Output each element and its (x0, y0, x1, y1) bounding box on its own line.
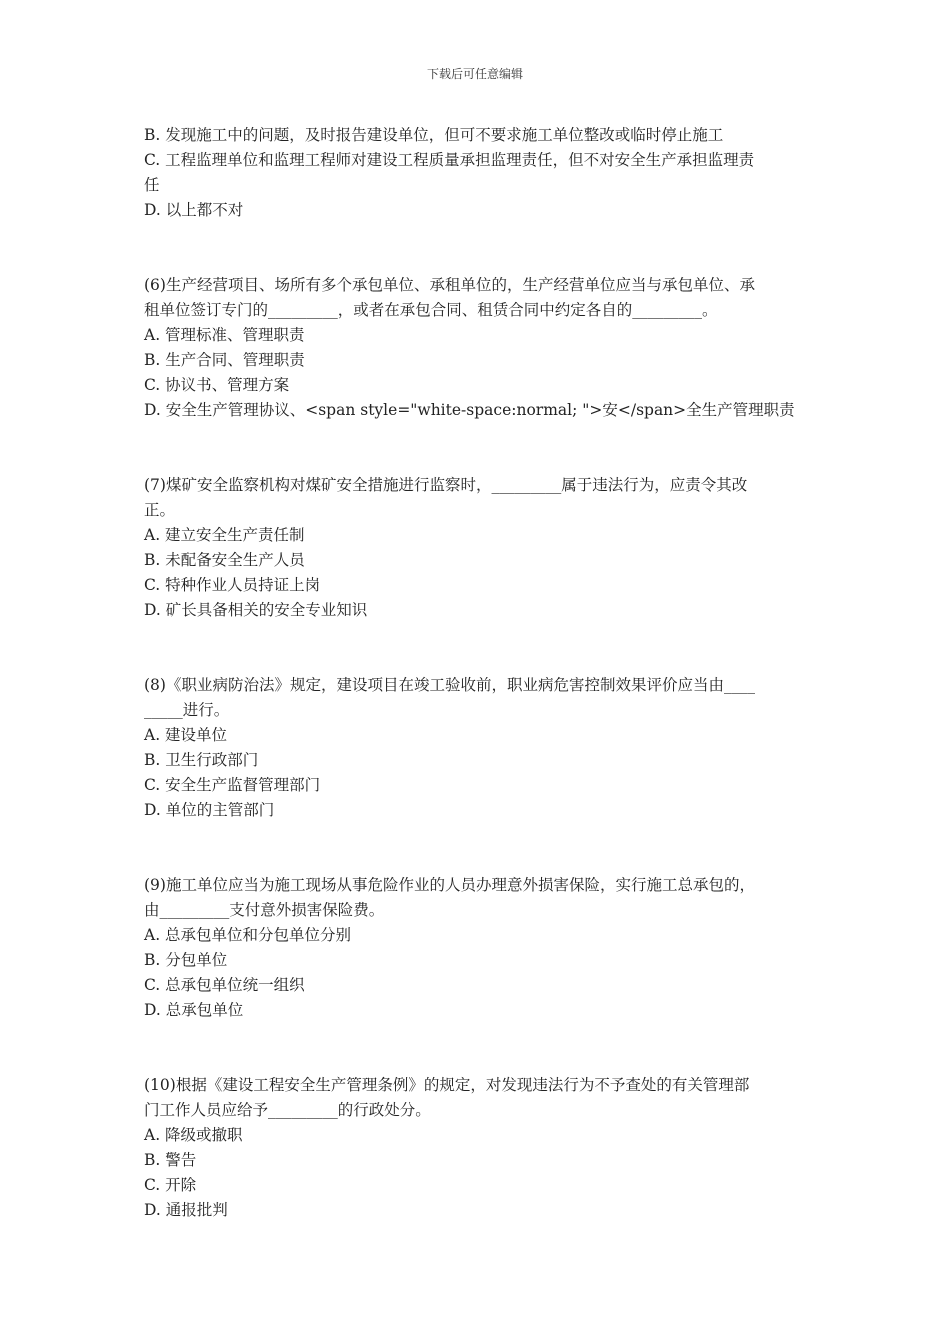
question-text: (9)施工单位应当为施工现场从事危险作业的人员办理意外损害保险，实行施工总承包的， (144, 876, 755, 894)
question-text: 租单位签订专门的_________，或者在承包合同、租赁合同中约定各自的_________。 (144, 301, 718, 319)
spacer (144, 623, 812, 673)
question-9 (144, 873, 812, 1023)
question-text: (6)生产经营项目、场所有多个承包单位、承租单位的，生产经营单位应当与承包单位、承 (144, 276, 755, 294)
option-line: B. 未配备安全生产人员 (144, 551, 305, 569)
question-text: (8)《职业病防治法》规定，建设项目在竣工验收前，职业病危害控制效果评价应当由____ (144, 676, 755, 694)
question-10 (144, 1073, 812, 1223)
option-line: A. 降级或撤职 (144, 1126, 243, 1144)
option-line: A. 管理标准、管理职责 (144, 326, 305, 344)
option-line: B. 生产合同、管理职责 (144, 351, 305, 369)
question-text: (10)根据《建设工程安全生产管理条例》的规定，对发现违法行为不予查处的有关管理部 (144, 1076, 750, 1094)
spacer (144, 1023, 812, 1073)
question-6 (144, 273, 812, 423)
question-7 (144, 473, 812, 623)
option-line: D. 总承包单位 (144, 1001, 244, 1019)
option-line: 任 (144, 176, 160, 194)
option-line: A. 总承包单位和分包单位分别 (144, 926, 352, 944)
option-line: B. 警告 (144, 1151, 197, 1169)
option-line: C. 开除 (144, 1176, 197, 1194)
option-line: D. 以上都不对 (144, 201, 244, 219)
question-text: 由_________支付意外损害保险费。 (144, 901, 385, 919)
option-line: A. 建设单位 (144, 726, 228, 744)
option-line: C. 工程监理单位和监理工程师对建设工程质量承担监理责任，但不对安全生产承担监理责 (144, 151, 755, 169)
option-line: B. 发现施工中的问题，及时报告建设单位，但可不要求施工单位整改或临时停止施工 (144, 126, 724, 144)
question-text: (7)煤矿安全监察机构对煤矿安全措施进行监察时，_________属于违法行为，应责令其改 (144, 476, 748, 494)
page-header: 下载后可任意编辑 (426, 67, 523, 81)
option-line: D. 矿长具备相关的安全专业知识 (144, 601, 368, 619)
question-8 (144, 673, 812, 823)
option-line: D. 单位的主管部门 (144, 801, 275, 819)
option-line: A. 建立安全生产责任制 (144, 526, 305, 544)
option-line: B. 分包单位 (144, 951, 228, 969)
option-line: D. 通报批判 (144, 1201, 228, 1219)
spacer (144, 423, 812, 473)
option-line: C. 总承包单位统一组织 (144, 976, 305, 994)
spacer (144, 223, 812, 273)
question-text: 正。 (144, 501, 176, 519)
option-line: C. 协议书、管理方案 (144, 376, 290, 394)
spacer (144, 823, 812, 873)
option-line: C. 安全生产监督管理部门 (144, 776, 321, 794)
option-line: D. 安全生产管理协议、<span style="white-space:normal; ">安</span>全生产管理职责 (144, 401, 795, 419)
question-text: 门工作人员应给予_________的行政处分。 (144, 1101, 431, 1119)
option-line: C. 特种作业人员持证上岗 (144, 576, 321, 594)
document-body (144, 123, 812, 1223)
option-line: B. 卫生行政部门 (144, 751, 259, 769)
question-text: _____进行。 (144, 701, 230, 719)
intro-options (144, 123, 812, 223)
